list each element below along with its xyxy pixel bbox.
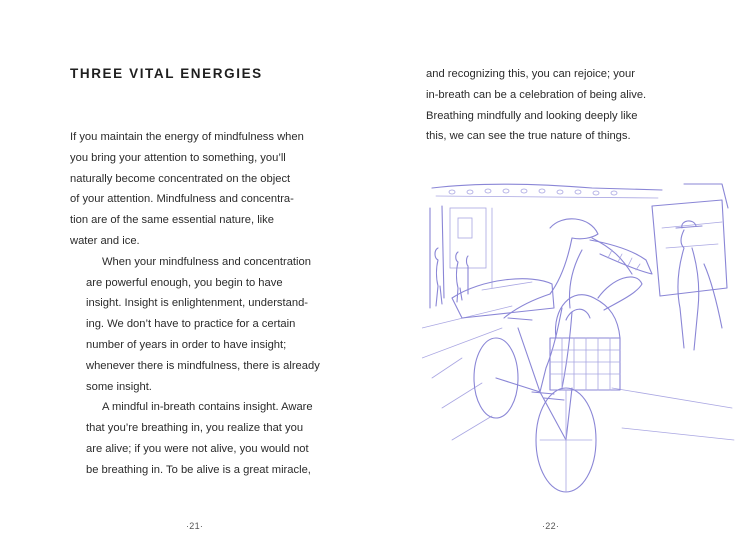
bicycle-drawing [422,178,737,500]
text-line: and recognizing this, you can rejoice; your [426,68,635,80]
text-line: that you’re breathing in, you realize that you [86,422,304,435]
text-line: ing. We don’t have to practice for a certain [86,318,296,331]
text-line: whenever there is mindfulness, there is already [86,359,320,372]
text-line: When your mindfulness and concentration [102,255,311,268]
text-line: tion are of the same essential nature, like [70,214,274,227]
text-line: this, we can see the true nature of things. [426,130,631,143]
text-line: you bring your attention to something, you’ll [70,151,286,164]
text-line: are powerful enough, you begin to have [86,276,283,289]
left-page [0,0,372,559]
text-line: number of years in order to have insight; [86,338,287,351]
page-number: ·21· [186,521,204,531]
text-line: Breathing mindfully and looking deeply like [426,109,638,122]
text-line: of your attention. Mindfulness and concentra- [70,193,294,206]
text-line: naturally become concentrated on the object [70,172,291,185]
text-line: be breathing in. To be alive is a great miracle, [86,463,311,476]
page-number: ·22· [542,521,560,531]
paragraph [426,64,688,147]
text-line: water and ice. [70,234,140,247]
right-page [372,0,745,559]
right-body-text [426,64,688,147]
left-body-text [70,127,332,481]
bicycle-illustration [422,178,737,500]
text-line: in-breath can be a celebration of being alive. [426,88,647,101]
text-line: insight. Insight is enlightenment, understand- [86,297,309,310]
text-line: some insight. [86,380,152,393]
chapter-heading: THREE VITAL ENERGIES [70,66,263,81]
paragraph [70,127,332,252]
paragraph [70,397,332,480]
text-line: If you maintain the energy of mindfulness when [70,131,304,143]
paragraph [70,252,332,398]
text-line: are alive; if you were not alive, you would not [86,442,309,455]
text-line: A mindful in-breath contains insight. Aware [102,401,313,414]
